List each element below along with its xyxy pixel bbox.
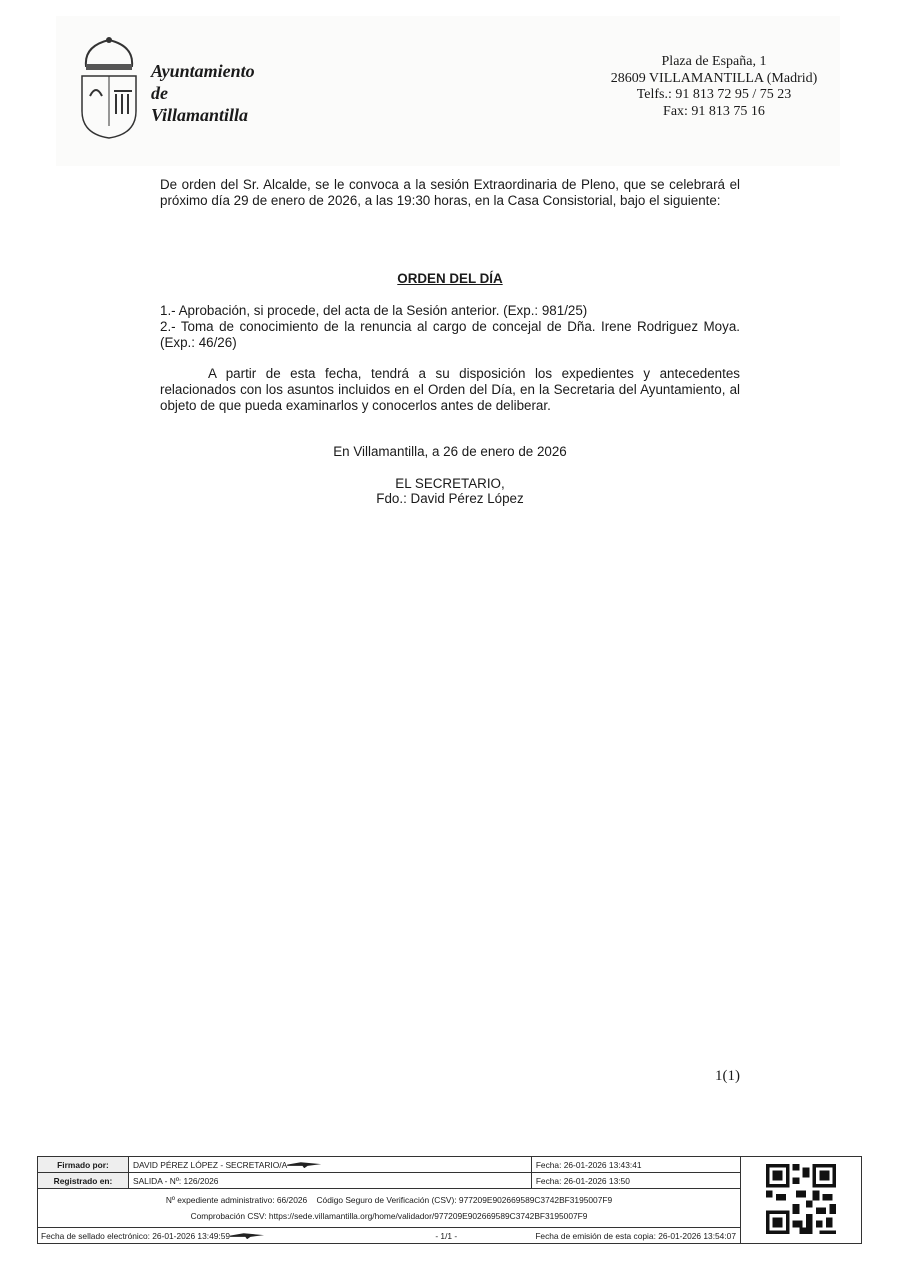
copy-date: Fecha de emisión de esta copia: 26-01-2026 13:54:07	[531, 1228, 740, 1244]
verification-cell	[38, 1189, 741, 1228]
csv-check-link[interactable]: Comprobación CSV: https://sede.villamantilla.org/home/validador/977209E902669589C3742BF3195007F9	[190, 1211, 588, 1221]
agenda-item: 2.- Toma de conocimiento de la renuncia al cargo de concejal de Dña. Irene Rodriguez Moya. (Exp.: 46/26)	[160, 319, 740, 350]
signer: DAVID PÉREZ LÓPEZ - SECRETARIO/A	[133, 1159, 288, 1170]
agenda-title: ORDEN DEL DÍA	[397, 271, 503, 286]
org-line: Villamantilla	[151, 105, 249, 125]
signature-stamp-icon	[287, 1162, 321, 1168]
address-block	[600, 54, 828, 120]
org-line: de	[151, 83, 168, 103]
intro-paragraph: De orden del Sr. Alcalde, se le convoca a la sesión Extraordinaria de Pleno, que se celebrará el próximo día 29 de enero de 2026, a las 19:30 horas, en la Casa Consistorial, bajo el siguiente:	[160, 177, 740, 208]
signed-label: Firmado por:	[38, 1157, 129, 1173]
signer-name: Fdo.: David Pérez López	[376, 491, 524, 506]
signer-title: EL SECRETARIO,	[395, 476, 505, 491]
registered-date: Fecha: 26-01-2026 13:50	[531, 1173, 740, 1189]
place-date: En Villamantilla, a 26 de enero de 2026	[333, 444, 567, 459]
org-line: Ayuntamiento	[151, 61, 255, 81]
seal-date: Fecha de sellado electrónico: 26-01-2026 13:49:59	[41, 1230, 231, 1241]
qr-code-icon	[766, 1164, 836, 1234]
qr-code-cell	[741, 1157, 862, 1244]
address-line: Plaza de España, 1	[661, 54, 767, 69]
address-line: 28609 VILLAMANTILLA (Madrid)	[610, 70, 818, 86]
organization-name	[151, 60, 255, 126]
seal-date-cell	[38, 1228, 432, 1244]
registered-label: Registrado en:	[38, 1173, 129, 1189]
coat-of-arms-icon	[78, 36, 140, 140]
signed-value	[129, 1157, 532, 1173]
notice-paragraph: A partir de esta fecha, tendrá a su disposición los expedientes y antecedentes relacionados con los asuntos incluidos en el Orden del Día, en la Secretaria del Ayuntamiento, al objeto de que pueda examinarlos y conocerlos antes de deliberar.	[160, 366, 740, 413]
page-marker: 1(1)	[715, 1068, 740, 1084]
signature-footer	[37, 1156, 862, 1244]
signed-date: Fecha: 26-01-2026 13:43:41	[531, 1157, 740, 1173]
page-count: - 1/1 -	[431, 1228, 531, 1244]
seal-stamp-icon	[230, 1233, 264, 1239]
phone-line: Telfs.: 91 813 72 95 / 75 23	[636, 87, 792, 102]
registered-value: SALIDA - Nº: 126/2026	[129, 1173, 532, 1189]
expediente-csv: Nº expediente administrativo: 66/2026 Código Seguro de Verificación (CSV): 977209E902669589C3742BF3195007F9	[165, 1195, 613, 1205]
agenda-item: 1.- Aprobación, si procede, del acta de la Sesión anterior. (Exp.: 981/25)	[160, 303, 588, 318]
fax-line: Fax: 91 813 75 16	[663, 103, 765, 119]
